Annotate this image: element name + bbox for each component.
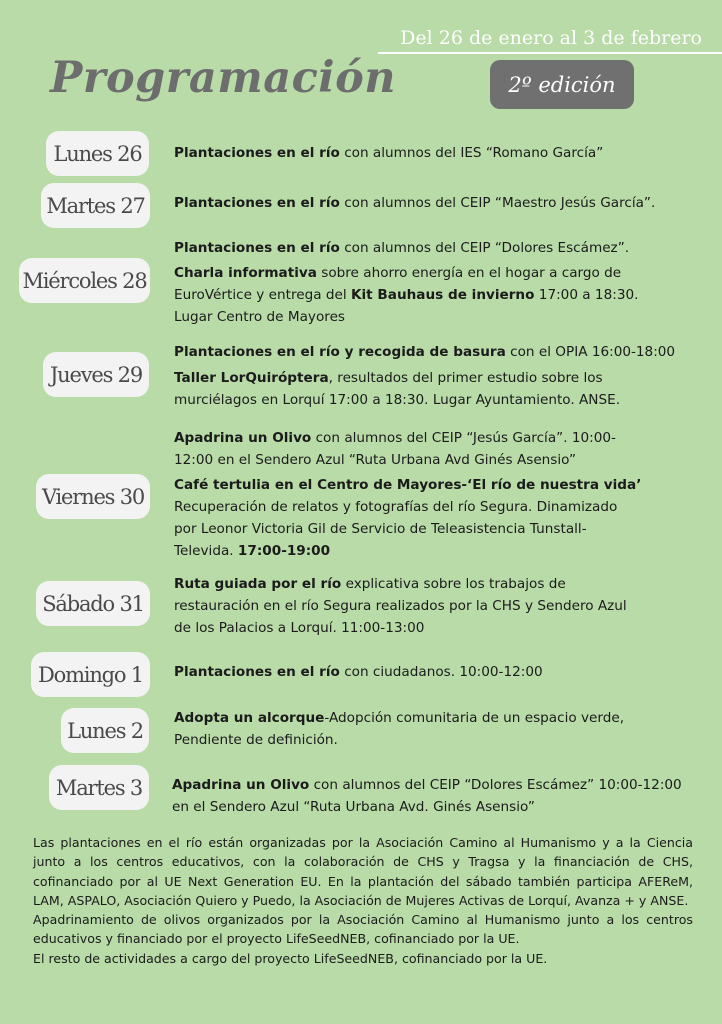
edition-badge: 2º edición bbox=[490, 60, 634, 109]
event-title: Plantaciones en el río bbox=[174, 195, 340, 211]
footer-paragraph: Las plantaciones en el río están organizadas por la Asociación Camino al Humanismo y a la Ciencia junto a los centros educativos, con la colaboración de CHS y Tragsa y la financiación de CHS, cofinanciado por al UE Next Generation EU. En la plantación del sábado también participa AFEReM, LAM, ASPALO, Asociación Quiero y Puedo, la Asociación de Mujeres Activas de Lorquí, Avanza + y ANSE. bbox=[33, 835, 693, 908]
event-text: 12:00 en el Sendero Azul “Ruta Urbana Avd Ginés Asensio” bbox=[174, 452, 577, 468]
event-title: Adopta un alcorque bbox=[174, 710, 325, 726]
footer-paragraph: Apadrinamiento de olivos organizados por la Asociación Camino al Humanismo junto a los centros educativos y financiado por el proyecto LifeSeedNEB, cofinanciado por la UE. bbox=[33, 912, 693, 947]
event-line bbox=[174, 496, 641, 518]
event-text: restauración en el río Segura realizados por la CHS y Sendero Azul bbox=[174, 598, 627, 614]
event-title: 17:00-19:00 bbox=[237, 543, 331, 559]
event-text: -Adopción comunitaria de un espacio verde, bbox=[324, 710, 625, 726]
event-text: explicativa sobre los trabajos de bbox=[341, 576, 566, 592]
day-label-lunes-2: Lunes 2 bbox=[61, 708, 149, 753]
page-title: Programación bbox=[50, 53, 397, 103]
event-text: con alumnos del CEIP “Dolores Escámez” 10:00-12:00 bbox=[309, 777, 682, 793]
event-domingo-1 bbox=[174, 661, 543, 683]
day-label-lunes-26: Lunes 26 bbox=[46, 131, 149, 176]
footer-paragraph: El resto de actividades a cargo del proyecto LifeSeedNEB, cofinanciado por la UE. bbox=[33, 950, 548, 966]
event-miercoles-28 bbox=[174, 237, 638, 328]
event-line bbox=[174, 518, 641, 540]
event-text: , resultados del primer estudio sobre los bbox=[328, 370, 603, 386]
event-line bbox=[174, 237, 638, 259]
event-title: Ruta guiada por el río bbox=[174, 576, 342, 592]
event-line bbox=[174, 729, 624, 751]
day-label-sabado-31: Sábado 31 bbox=[36, 581, 150, 626]
event-line bbox=[174, 284, 638, 306]
event-text: Recuperación de relatos y fotografías del río Segura. Dinamizado bbox=[174, 499, 618, 515]
footer-notes bbox=[33, 833, 693, 968]
day-label-jueves-29: Jueves 29 bbox=[43, 352, 149, 397]
event-martes-3 bbox=[172, 774, 682, 818]
event-text: con alumnos del CEIP “Jesús García”. 10:00- bbox=[311, 430, 616, 446]
event-text: con alumnos del CEIP “Maestro Jesús García”. bbox=[339, 195, 656, 211]
event-line bbox=[174, 573, 627, 595]
event-text: con alumnos del IES “Romano García” bbox=[339, 145, 604, 161]
event-text: de los Palacios a Lorquí. 11:00-13:00 bbox=[174, 620, 425, 636]
event-line bbox=[174, 367, 675, 389]
event-text: en el Sendero Azul “Ruta Urbana Avd. Ginés Asensio” bbox=[172, 799, 535, 815]
event-line bbox=[174, 389, 675, 411]
event-text: con ciudadanos. 10:00-12:00 bbox=[339, 664, 543, 680]
event-title: Plantaciones en el río y recogida de basura bbox=[174, 344, 506, 360]
event-jueves-29 bbox=[174, 341, 675, 411]
event-line bbox=[174, 540, 641, 562]
event-title: Plantaciones en el río bbox=[174, 145, 340, 161]
day-label-domingo-1: Domingo 1 bbox=[31, 652, 150, 697]
event-line bbox=[174, 449, 641, 471]
event-title: Taller LorQuiróptera bbox=[174, 370, 329, 386]
event-text: EuroVértice y entrega del bbox=[174, 287, 351, 303]
event-line bbox=[174, 306, 638, 328]
day-label-miercoles-28: Miércoles 28 bbox=[19, 258, 150, 303]
event-title: Kit Bauhaus de invierno bbox=[350, 287, 535, 303]
event-line bbox=[174, 341, 675, 363]
event-title: Charla informativa bbox=[174, 265, 317, 281]
event-lunes-26 bbox=[174, 142, 603, 164]
event-title: Apadrina un Olivo bbox=[174, 430, 312, 446]
event-text: 17:00 a 18:30. bbox=[534, 287, 639, 303]
day-label-viernes-30: Viernes 30 bbox=[36, 474, 150, 519]
event-title: Café tertulia en el Centro de Mayores-‘El río de nuestra vida’ bbox=[174, 477, 642, 493]
event-lunes-2 bbox=[174, 707, 624, 751]
event-line bbox=[174, 427, 641, 449]
event-text: con alumnos del CEIP “Dolores Escámez”. bbox=[339, 240, 630, 256]
day-label-martes-3: Martes 3 bbox=[49, 765, 149, 810]
day-label-martes-27: Martes 27 bbox=[41, 183, 150, 228]
event-line bbox=[174, 617, 627, 639]
event-viernes-30 bbox=[174, 427, 641, 562]
event-line bbox=[172, 774, 682, 796]
date-range: Del 26 de enero al 3 de febrero bbox=[400, 27, 702, 49]
event-text: Televida. bbox=[174, 543, 238, 559]
event-text: sobre ahorro energía en el hogar a cargo de bbox=[316, 265, 622, 281]
event-title: Plantaciones en el río bbox=[174, 664, 340, 680]
event-line bbox=[174, 262, 638, 284]
event-line bbox=[174, 474, 641, 496]
event-line bbox=[174, 595, 627, 617]
event-text: Pendiente de definición. bbox=[174, 732, 338, 748]
event-title: Apadrina un Olivo bbox=[172, 777, 310, 793]
event-text: murciélagos en Lorquí 17:00 a 18:30. Lugar Ayuntamiento. ANSE. bbox=[174, 392, 621, 408]
event-title: Plantaciones en el río bbox=[174, 240, 340, 256]
date-underline bbox=[378, 52, 722, 54]
event-line bbox=[174, 707, 624, 729]
event-text: Lugar Centro de Mayores bbox=[174, 309, 346, 325]
event-text: por Leonor Victoria Gil de Servicio de Teleasistencia Tunstall- bbox=[174, 521, 587, 537]
event-sabado-31 bbox=[174, 573, 627, 639]
event-martes-27 bbox=[174, 192, 655, 214]
event-text: con el OPIA 16:00-18:00 bbox=[505, 344, 676, 360]
event-line bbox=[172, 796, 682, 818]
